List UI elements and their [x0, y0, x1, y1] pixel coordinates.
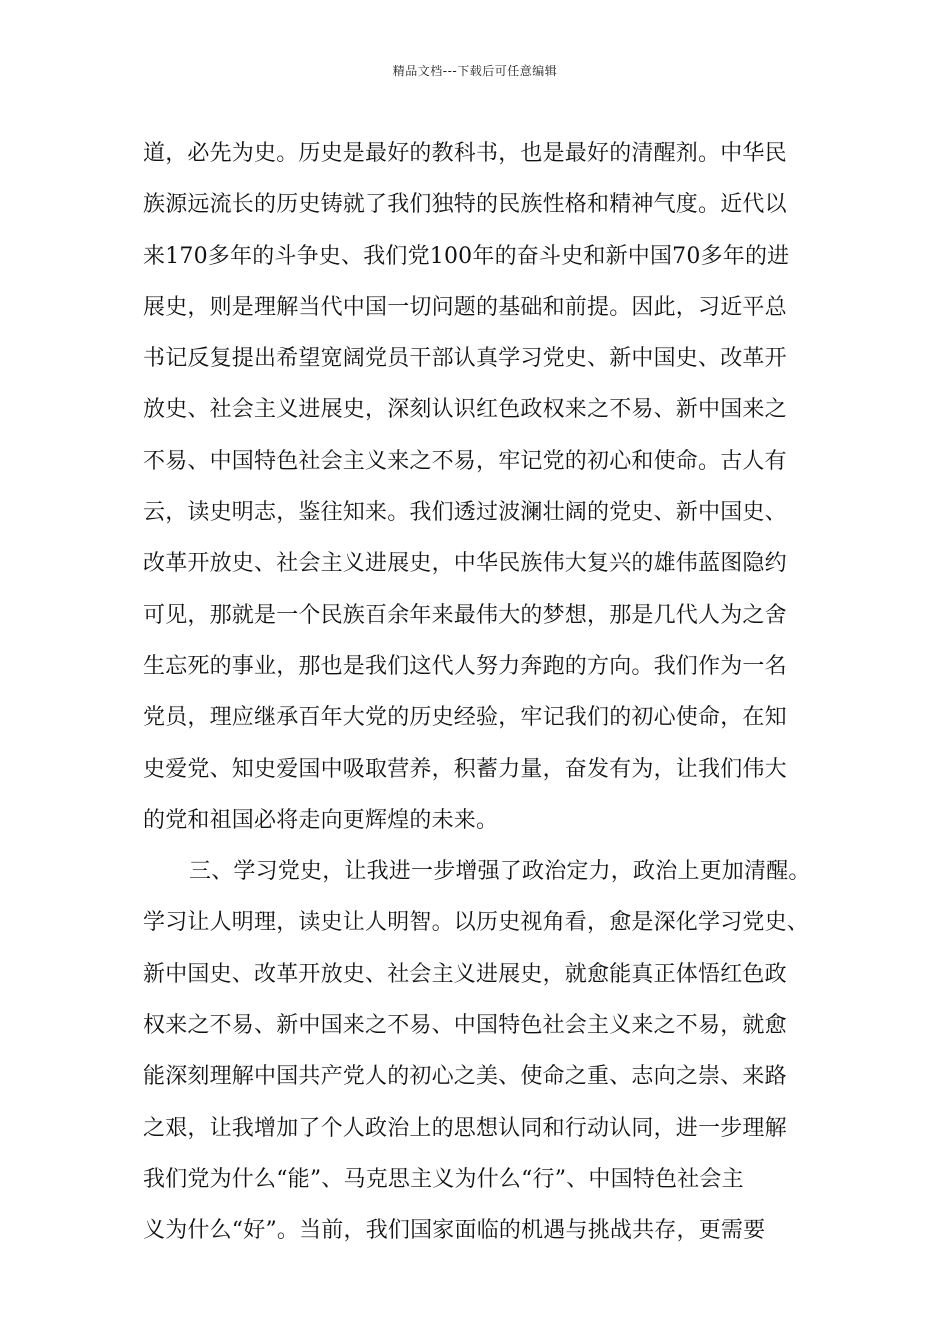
paragraph-1-line: 族源远流长的历史铸就了我们独特的民族性格和精神气度。近代以 [143, 192, 787, 218]
paragraph-2-line: 义为什么“好”。当前，我们国家面临的机遇与挑战共存，更需要 [143, 1218, 766, 1244]
paragraph-1-line: 不易、中国特色社会主义来之不易，牢记党的初心和使命。古人有 [143, 448, 787, 474]
paragraph-2-line: 三、学习党史，让我进一步增强了政治定力，政治上更加清醒。 [189, 859, 811, 885]
paragraph-1-line: 生忘死的事业，那也是我们这代人努力奔跑的方向。我们作为一名 [143, 653, 787, 679]
paragraph-2 [143, 846, 823, 1256]
page-header: 精品文档---下载后可任意编辑 [392, 64, 558, 78]
paragraph-1-line: 道，必先为史。历史是最好的教科书，也是最好的清醒剂。中华民 [143, 141, 787, 166]
paragraph-2-line: 之艰，让我增加了个人政治上的思想认同和行动认同，进一步理解 [143, 1115, 787, 1141]
paragraph-1-line: 党员，理应继承百年大党的历史经验，牢记我们的初心使命，在知 [143, 705, 787, 731]
paragraph-1-line: 展史，则是理解当代中国一切问题的基础和前提。因此，习近平总 [143, 294, 787, 320]
paragraph-1-line: 史爱党、知史爱国中吸取营养，积蓄力量，奋发有为，让我们伟大 [143, 756, 787, 782]
paragraph-2-line: 权来之不易、新中国来之不易、中国特色社会主义来之不易，就愈 [143, 1013, 787, 1039]
paragraph-1-line: 改革开放史、社会主义进展史，中华民族伟大复兴的雄伟蓝图隐约 [143, 551, 787, 577]
paragraph-1-line: 放史、社会主义进展史，深刻认识红色政权来之不易、新中国来之 [143, 397, 787, 423]
paragraph-1-line: 云，读史明志，鉴往知来。我们透过波澜壮阔的党史、新中国史、 [143, 500, 787, 526]
paragraph-1-line: 书记反复提出希望宽阔党员干部认真学习党史、新中国史、改革开 [143, 346, 787, 372]
paragraph-2-line: 新中国史、改革开放史、社会主义进展史，就愈能真正体悟红色政 [143, 961, 787, 987]
paragraph-1-line: 的党和祖国必将走向更辉煌的未来。 [143, 807, 499, 833]
paragraph-2-line: 我们党为什么“能”、马克思主义为什么“行”、中国特色社会主 [143, 1166, 744, 1192]
paragraph-2-line: 学习让人明理，读史让人明智。以历史视角看，愈是深化学习党史、 [143, 910, 810, 936]
paragraph-1-line: 来170多年的斗争史、我们党100年的奋斗史和新中国70多年的进 [143, 243, 790, 269]
paragraph-1 [143, 128, 823, 846]
paragraph-2-line: 能深刻理解中国共产党人的初心之美、使命之重、志向之崇、来路 [143, 1064, 787, 1090]
paragraph-1-line: 可见，那就是一个民族百余年来最伟大的梦想，那是几代人为之舍 [143, 602, 787, 628]
document-body [143, 128, 823, 1257]
